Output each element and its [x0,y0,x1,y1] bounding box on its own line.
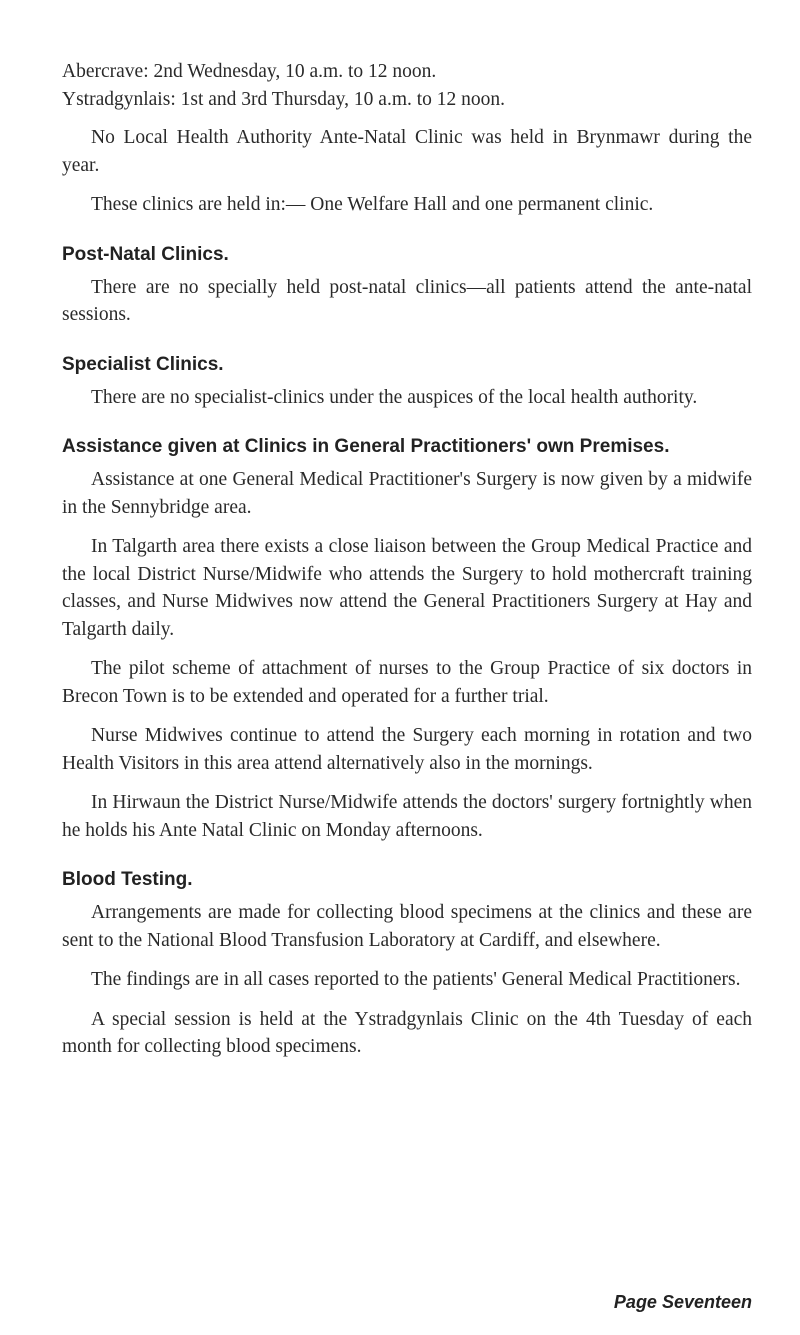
assistance-paragraph-2: In Talgarth area there exists a close liaison between the Group Medical Practice and the local District Nurse/Midwife who attends the Surgery to hold mothercraft training classes, and Nurse Midwives now attend the General Practitioners Surgery at Hay and Talgarth daily. [62,536,752,640]
assistance-paragraph-3: The pilot scheme of attachment of nurses to the Group Practice of six doctors in Brecon Town is to be extended and operated for a further trial. [62,658,752,707]
assistance-paragraph-4: Nurse Midwives continue to attend the Surgery each morning in rotation and two Health Visitors in this area attend alternatively also in the mornings. [62,725,752,774]
specialist-paragraph: There are no specialist-clinics under the auspices of the local health authority. [91,386,698,408]
clinic-venues-paragraph: These clinics are held in:— One Welfare Hall and one permanent clinic. [91,194,654,215]
page-content [62,58,752,1073]
assistance-heading: Assistance given at Clinics in General Practitioners' own Premises. [62,436,670,457]
blood-testing-paragraph-1: Arrangements are made for collecting blood specimens at the clinics and these are sent to the National Blood Transfusion Laboratory at Cardiff, and elsewhere. [62,902,752,951]
blood-testing-paragraph-3: A special session is held at the Ystradgynlais Clinic on the 4th Tuesday of each month for collecting blood specimens. [62,1008,752,1057]
assistance-paragraph-5: In Hirwaun the District Nurse/Midwife attends the doctors' surgery fortnightly when he holds his Ante Natal Clinic on Monday afternoons. [62,792,752,841]
brynmawr-paragraph: No Local Health Authority Ante-Natal Clinic was held in Brynmawr during the year. [62,127,752,176]
post-natal-heading: Post-Natal Clinics. [62,243,229,265]
blood-testing-heading: Blood Testing. [62,869,193,890]
clinic-schedule-ystradgynlais: Ystradgynlais: 1st and 3rd Thursday, 10 a.m. to 12 noon. [62,89,506,110]
clinic-schedule-abercrave: Abercrave: 2nd Wednesday, 10 a.m. to 12 noon. [62,61,437,82]
blood-testing-paragraph-2: The findings are in all cases reported to the patients' General Medical Practitioners. [91,969,741,990]
specialist-heading: Specialist Clinics. [62,353,224,375]
post-natal-paragraph: There are no specially held post-natal clinics—all patients attend the ante-natal sessions. [62,276,752,325]
assistance-paragraph-1: Assistance at one General Medical Practitioner's Surgery is now given by a midwife in the Sennybridge area. [62,469,752,518]
page-number: Page Seventeen [613,1292,752,1312]
